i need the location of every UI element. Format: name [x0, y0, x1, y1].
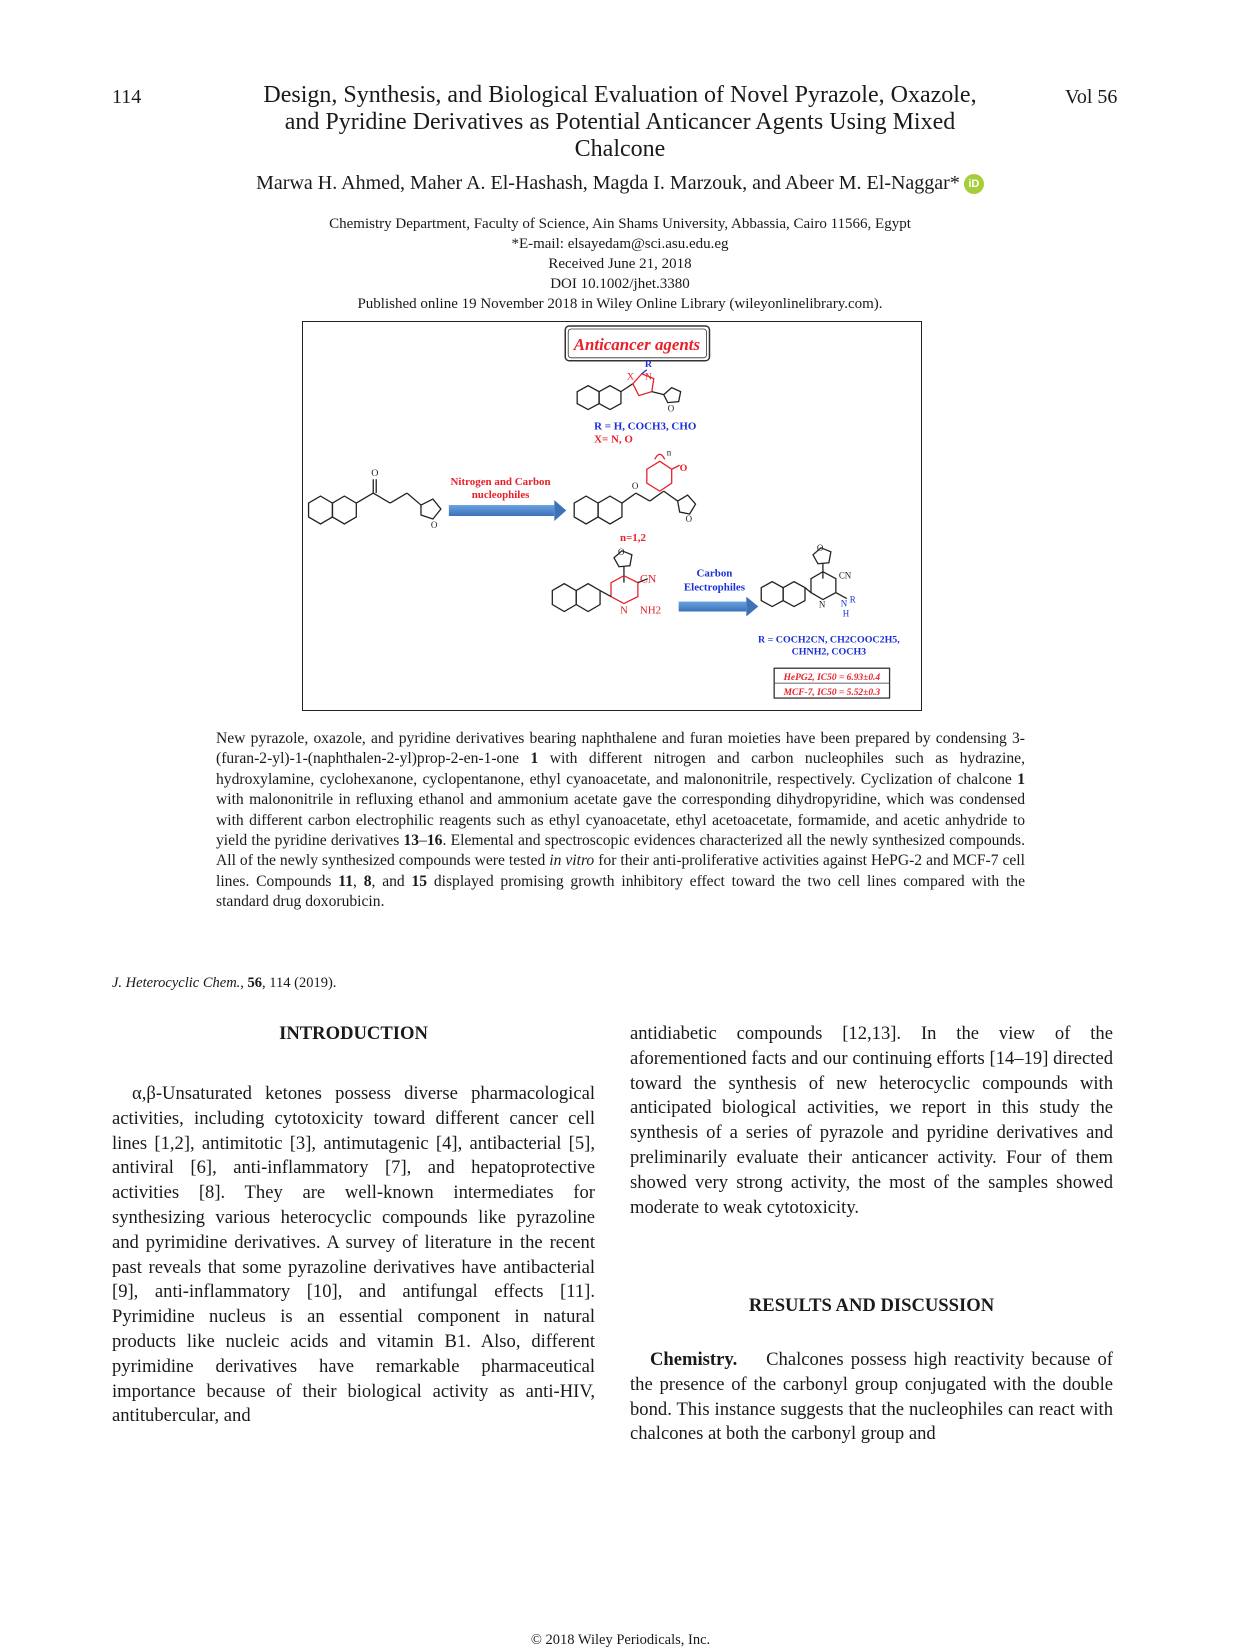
introduction-col2: antidiabetic compounds [12,13]. In the view of the aforementioned facts and our continuing efforts [14–19] directed toward the synthesis of new heterocyclic compounds with anticipated biological activities, we report in this study the synthesis of a series of pyrazole and pyridine derivatives and preliminarily evaluate their anticancer activity. Four of them showed very strong activity, the most of the samples showed moderate to weak cytotoxicity. [630, 1023, 1113, 1218]
compound-ref: 15 [411, 872, 428, 890]
nh2-label: NH2 [639, 604, 662, 617]
authors-text: Marwa H. Ahmed, Maher A. El-Hashash, Magda I. Marzouk, and Abeer M. El-Naggar* [256, 172, 960, 194]
arrow2-label-2: Electrophiles [683, 581, 746, 594]
arrow1-label-2: nucleophiles [471, 489, 530, 502]
n-label: N [644, 371, 653, 383]
received-date: Received June 21, 2018 [548, 256, 692, 272]
volume-label: Vol 56 [1065, 86, 1118, 108]
chalcone-o-label: O [371, 468, 379, 480]
compound-ref: 1 [1017, 770, 1025, 788]
x-substituents: X= N, O [594, 433, 633, 446]
mid-ketone-o: O [679, 463, 688, 475]
affiliation-block [200, 214, 1040, 314]
arrow-electrophiles [679, 597, 759, 617]
dhp-furan-o: O [617, 546, 625, 557]
final-furan-o: O [816, 542, 824, 553]
abstract-run: displayed promising growth inhibitory effect toward the two cell lines compared with the standard drug doxorubicin. [216, 872, 1026, 911]
arrow-nucleophiles [449, 500, 566, 521]
graphical-abstract [302, 321, 922, 711]
results-text [630, 1348, 1113, 1447]
introduction-col1 [112, 1082, 595, 1429]
results-body: Chalcones possess high reactivity because of the presence of the carbonyl group conjugated with the double bond. This instance suggests that the nucleophiles can react with chalcones at both the carbonyl group and [630, 1349, 1113, 1445]
page-number: 114 [112, 86, 142, 108]
final-ring-n: N [840, 598, 848, 609]
abstract-run: , [353, 872, 364, 890]
intro-text-1: α,β-Unsaturated ketones possess diverse pharmacological activities, including cytotoxicity toward different cancer cell lines [1,2], antimitotic [3], antimutagenic [4], antibacterial [5], antiviral [6], anti-inflammatory [7], and hepatoprotective activities [8]. They are well-known intermediates for synthesizing various heterocyclic compounds like pyrazoline and pyrimidine derivatives. A survey of literature in the recent past reveals that some pyrazoline derivatives have antibacterial [9], anti-inflammatory [10], and antifungal effects [11]. Pyrimidine nucleus is an essential component in natural products like nucleic acids and vitamin B1. Also, different pyrimidine derivatives have remarkable pharmaceutical importance because of their biological activity as anti-HIV, antitubercular, and [112, 1083, 595, 1427]
final-nh: H [842, 608, 850, 619]
article-title [230, 82, 1010, 163]
abstract-text [216, 729, 1025, 913]
banner-text: Anticancer agents [573, 334, 701, 354]
citation-sep: , [240, 975, 248, 991]
final-r-line-1: R = COCH2CN, CH2COOC2H5, [757, 634, 900, 646]
abstract-run: – [419, 832, 427, 850]
final-r-line-2: CHNH2, COCH3 [791, 646, 867, 658]
abstract-run: . Elemental and spectroscopic evidences characterized all the newly synthesized compounds. All of the newly synthesized compounds were tested [216, 832, 1025, 870]
banner [565, 326, 709, 361]
compound-ref: 11 [338, 872, 354, 890]
arrow1-label-1: Nitrogen and Carbon [450, 476, 551, 489]
cn-label: CN [639, 571, 657, 586]
n-value: n=1,2 [619, 531, 646, 544]
ring-n-small: n [666, 447, 672, 458]
abstract-run: , and [371, 872, 412, 890]
introduction-heading: INTRODUCTION [279, 1023, 428, 1044]
ic50-mcf7: MCF-7, IC50 = 5.52±0.3 [783, 688, 881, 699]
compound-ref: 16 [426, 832, 443, 850]
pyridine-product-structure [761, 548, 847, 607]
abstract-run: for their anti-proliferative activities against HePG-2 and MCF-7 cell lines. Compounds [216, 852, 1025, 890]
title-line-3: Chalcone [574, 136, 666, 162]
title-line-2: and Pyridine Derivatives as Potential Anticancer Agents Using Mixed [284, 109, 956, 135]
compound-ref: 8 [363, 872, 372, 890]
author-list [200, 172, 1040, 195]
orcid-icon[interactable]: iD [964, 174, 984, 194]
journal-citation [112, 975, 336, 992]
copyright-footer: © 2018 Wiley Periodicals, Inc. [530, 1632, 711, 1648]
arrow2-label-1: Carbon [696, 567, 733, 580]
final-cn: CN [838, 570, 852, 581]
chalcone-structure [309, 479, 441, 524]
dihydropyridine-structure [552, 551, 648, 612]
furan-o-label: O [667, 403, 675, 414]
affiliation-department: Chemistry Department, Faculty of Science, Ain Shams University, Abbassia, Cairo 11566, Egypt [329, 216, 911, 232]
chemistry-lead: Chemistry. [650, 1349, 738, 1370]
dhp-n-label: N [619, 604, 628, 617]
r-label: R [644, 358, 653, 370]
final-n: N [818, 599, 826, 610]
citation-rest: , 114 (2019). [262, 975, 337, 991]
results-heading: RESULTS AND DISCUSSION [748, 1295, 995, 1316]
citation-journal: J. Heterocyclic Chem. [112, 975, 241, 991]
abstract-run: with different nitrogen and carbon nucleophiles such as hydrazine, hydroxylamine, cyclohexanone, cyclopentanone, ethyl cyanoacetate, and malononitrile, respectively. Cyclization of chalcone [216, 750, 1025, 788]
final-r: R [849, 594, 856, 605]
r-substituents: R = H, COCH3, CHO [594, 420, 697, 433]
published-note: Published online 19 November 2018 in Wiley Online Library (wileyonlinelibrary.com). [357, 296, 883, 312]
x-label: X [626, 371, 635, 383]
abstract-run: New pyrazole, oxazole, and pyridine derivatives bearing naphthalene and furan moieties have been prepared by condensing 3-(furan-2-yl)-1-(naphthalen-2-yl)prop-2-en-1-one [216, 730, 1025, 768]
chalcone-furan-o: O [430, 519, 438, 530]
abstract-run: with malononitrile in refluxing ethanol and ammonium acetate gave the corresponding dihydropyridine, which was condensed with different carbon electrophilic reagents such as ethyl cyanoacetate, ethyl acetoacetate, formamide, and acetic anhydride to yield the pyridine derivatives [216, 791, 1025, 850]
citation-volume: 56 [247, 975, 263, 991]
ic50-hepg2: HePG2, IC50 = 6.93±0.4 [783, 673, 881, 684]
mid-carbonyl-o: O [631, 481, 639, 492]
affiliation-email[interactable]: *E-mail: elsayedam@sci.asu.edu.eg [511, 236, 729, 252]
compound-ref: 13 [403, 832, 420, 850]
doi[interactable]: DOI 10.1002/jhet.3380 [550, 276, 690, 292]
title-line-1: Design, Synthesis, and Biological Evaluation of Novel Pyrazole, Oxazole, [263, 82, 977, 108]
compound-ref: 1 [530, 750, 539, 768]
abstract-italic: in vitro [549, 852, 595, 870]
mid-furan-o: O [685, 513, 693, 524]
